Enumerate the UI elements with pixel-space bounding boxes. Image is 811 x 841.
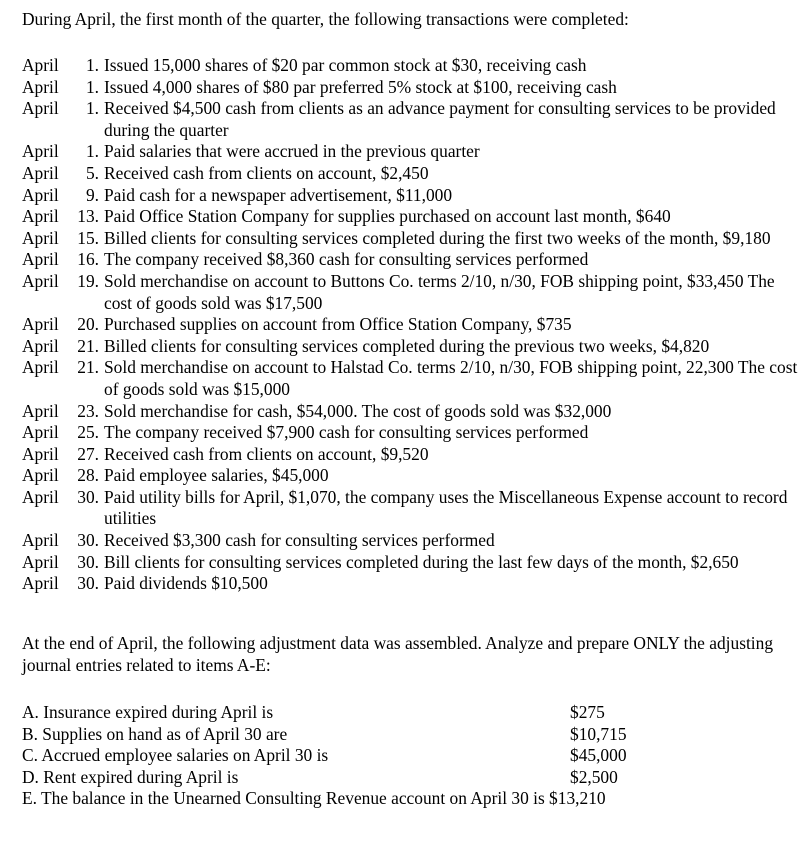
transaction-text: Billed clients for consulting services completed during the previous two weeks, $4,820 — [104, 335, 710, 356]
transaction-month: April — [22, 184, 59, 205]
transaction-list — [22, 55, 802, 595]
transaction-day: 25. — [77, 422, 99, 443]
transaction-day: 23. — [77, 400, 99, 421]
transaction-month: April — [22, 141, 59, 162]
transaction-item — [22, 465, 802, 487]
adjustment-amount: $275 — [570, 702, 605, 722]
transaction-item — [22, 336, 802, 358]
transaction-item — [22, 98, 802, 141]
transaction-text: The company received $8,360 cash for consulting services performed — [104, 249, 589, 270]
adjustment-text: C. Accrued employee salaries on April 30 is — [22, 745, 329, 766]
transaction-day: 28. — [77, 465, 99, 486]
transaction-text: The company received $7,900 cash for consulting services performed — [104, 422, 589, 443]
transaction-month: April — [22, 227, 59, 248]
transaction-day: 30. — [77, 486, 99, 507]
intro-text: During April, the first month of the quarter, the following transactions were completed: — [22, 9, 629, 29]
transaction-item — [22, 271, 802, 314]
transaction-text: Received $4,500 cash from clients as an advance payment for consulting services to be provided during the quarter — [104, 98, 776, 140]
transaction-item — [22, 444, 802, 466]
transaction-day: 19. — [77, 270, 99, 291]
transaction-text: Purchased supplies on account from Office Station Company, $735 — [104, 314, 572, 335]
transaction-text: Sold merchandise on account to Halstad Co. terms 2/10, n/30, FOB shipping point, 22,300 The cost of goods sold was $15,000 — [104, 357, 798, 399]
transaction-day: 1. — [85, 98, 99, 119]
transaction-month: April — [22, 206, 59, 227]
transaction-item — [22, 357, 802, 400]
transaction-item — [22, 206, 802, 228]
transaction-text: Sold merchandise for cash, $54,000. The cost of goods sold was $32,000 — [104, 400, 612, 421]
transaction-text: Bill clients for consulting services completed during the last few days of the month, $2,650 — [104, 551, 739, 572]
adjustment-item — [22, 745, 802, 767]
transaction-text: Paid employee salaries, $45,000 — [104, 465, 329, 486]
adjustment-item — [22, 767, 802, 789]
transaction-item — [22, 487, 802, 530]
transaction-item — [22, 228, 802, 250]
transaction-text: Paid salaries that were accrued in the previous quarter — [104, 141, 480, 162]
transaction-day: 1. — [85, 141, 99, 162]
transaction-month: April — [22, 486, 59, 507]
transaction-month: April — [22, 249, 59, 270]
transaction-day: 27. — [77, 443, 99, 464]
adjustment-item — [22, 788, 802, 810]
transaction-month: April — [22, 270, 59, 291]
transaction-day: 5. — [85, 162, 99, 183]
transaction-month: April — [22, 76, 59, 97]
transaction-item — [22, 401, 802, 423]
adjustment-text: D. Rent expired during April is — [22, 766, 239, 787]
adjustment-amount: $2,500 — [570, 766, 618, 787]
transaction-text: Paid Office Station Company for supplies purchased on account last month, $640 — [104, 206, 671, 227]
transaction-text: Sold merchandise on account to Buttons Co. terms 2/10, n/30, FOB shipping point, $33,450 The cost of goods sold was $17,500 — [104, 270, 775, 313]
transaction-item — [22, 55, 802, 77]
transaction-month: April — [22, 551, 59, 572]
transaction-month: April — [22, 357, 59, 378]
transaction-text: Issued 15,000 shares of $20 par common stock at $30, receiving cash — [104, 55, 587, 75]
transaction-day: 30. — [77, 530, 99, 551]
transaction-item — [22, 552, 802, 574]
transaction-text: Paid cash for a newspaper advertisement, $11,000 — [104, 184, 453, 205]
transaction-text: Billed clients for consulting services completed during the first two weeks of the month, $9,180 — [104, 227, 771, 248]
transaction-text: Received $3,300 cash for consulting services performed — [104, 530, 495, 551]
transaction-day: 16. — [77, 249, 99, 270]
transaction-month: April — [22, 98, 59, 119]
transaction-item — [22, 141, 802, 163]
transaction-item — [22, 422, 802, 444]
transaction-day: 15. — [77, 227, 99, 248]
transaction-text: Paid utility bills for April, $1,070, the company uses the Miscellaneous Expense account to record utilities — [104, 486, 788, 529]
adjustment-item — [22, 702, 802, 724]
transaction-item — [22, 185, 802, 207]
adjustment-intro-text: At the end of April, the following adjustment data was assembled. Analyze and prepare ONLY the adjusting journal entries related to items A-E: — [22, 633, 774, 675]
transaction-month: April — [22, 314, 59, 335]
adjustment-text: A. Insurance expired during April is — [22, 702, 274, 722]
transaction-item — [22, 249, 802, 271]
transaction-text: Issued 4,000 shares of $80 par preferred 5% stock at $100, receiving cash — [104, 76, 617, 97]
transaction-item — [22, 530, 802, 552]
transaction-item — [22, 314, 802, 336]
adjustment-item — [22, 724, 802, 746]
transaction-item — [22, 163, 802, 185]
transaction-day: 13. — [77, 206, 99, 227]
transaction-day: 30. — [77, 551, 99, 572]
transaction-day: 21. — [77, 357, 99, 378]
transaction-month: April — [22, 573, 59, 594]
adjustment-text: B. Supplies on hand as of April 30 are — [22, 723, 288, 744]
transaction-text: Received cash from clients on account, $2,450 — [104, 162, 429, 183]
transaction-day: 1. — [85, 55, 99, 75]
transaction-day: 1. — [85, 76, 99, 97]
transaction-month: April — [22, 55, 59, 75]
transaction-text: Paid dividends $10,500 — [104, 573, 268, 594]
transaction-month: April — [22, 443, 59, 464]
transaction-month: April — [22, 162, 59, 183]
transaction-month: April — [22, 422, 59, 443]
transaction-month: April — [22, 530, 59, 551]
adjustment-list — [22, 702, 802, 810]
transaction-day: 30. — [77, 573, 99, 594]
transaction-day: 21. — [77, 335, 99, 356]
transaction-month: April — [22, 465, 59, 486]
adjustment-amount: $45,000 — [570, 745, 627, 766]
transaction-text: Received cash from clients on account, $9,520 — [104, 443, 429, 464]
transaction-month: April — [22, 400, 59, 421]
transaction-month: April — [22, 335, 59, 356]
adjustment-amount: $10,715 — [570, 723, 627, 744]
adjustment-text: E. The balance in the Unearned Consulting Revenue account on April 30 is $13,210 — [22, 788, 606, 809]
transaction-day: 9. — [85, 184, 99, 205]
transaction-item — [22, 573, 802, 595]
transaction-day: 20. — [77, 314, 99, 335]
transaction-item — [22, 77, 802, 99]
